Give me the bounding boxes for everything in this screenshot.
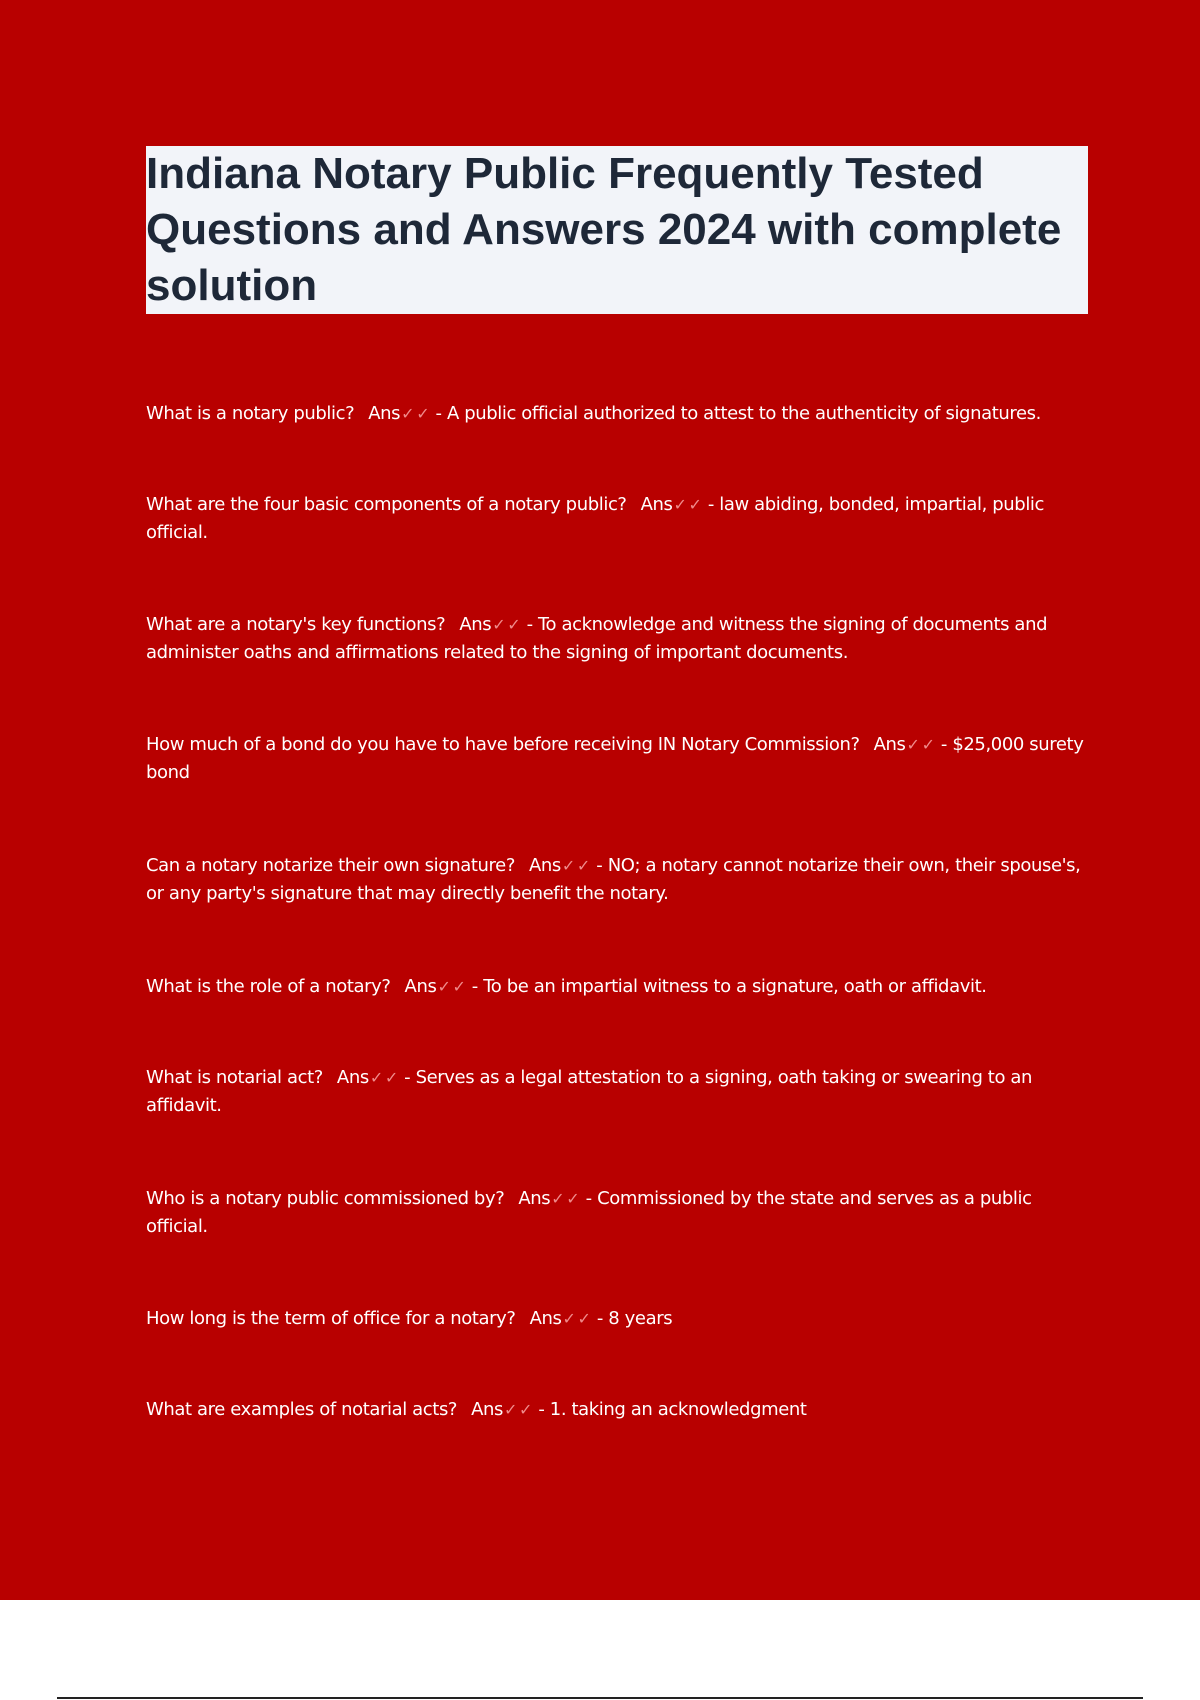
check-icon: ✓	[551, 1189, 565, 1208]
check-icon: ✓	[437, 977, 451, 996]
qa-item	[146, 731, 1096, 787]
check-icon: ✓	[507, 615, 521, 634]
answer-marker: Ans	[518, 1188, 551, 1209]
question-text: What is notarial act?	[146, 1067, 323, 1088]
question-text: How much of a bond do you have to have before receiving IN Notary Commission?	[146, 734, 860, 755]
answer-text: Commissioned by the state and serves as a public official.	[146, 1188, 1032, 1237]
answer-separator: -	[533, 1399, 550, 1420]
answer-marker: Ans	[640, 494, 673, 515]
check-icon: ✓	[519, 1400, 533, 1419]
answer-marker: Ans	[529, 1308, 562, 1329]
question-text: How long is the term of office for a notary?	[146, 1308, 516, 1329]
question-text: What are examples of notarial acts?	[146, 1399, 458, 1420]
question-text: What are a notary's key functions?	[146, 614, 446, 635]
answer-separator: -	[591, 1308, 609, 1329]
qa-item	[146, 611, 1096, 667]
answer-text: NO; a notary cannot notarize their own, their spouse's, or any party's signature that may directly benefit the notary.	[146, 855, 1081, 904]
check-icon: ✓	[369, 1068, 383, 1087]
qa-item	[146, 973, 1096, 1001]
answer-marker: Ans	[529, 855, 561, 876]
answer-text: Serves as a legal attestation to a signing, oath taking or swearing to an affidavit.	[146, 1067, 1033, 1116]
check-icon: ✓	[452, 977, 466, 996]
check-icon: ✓	[384, 1068, 398, 1087]
answer-text: A public official authorized to attest to the authenticity of signatures.	[446, 403, 1041, 424]
answer-separator: -	[580, 1188, 598, 1209]
answer-separator: -	[430, 403, 447, 424]
check-icon: ✓	[416, 404, 430, 423]
check-icon: ✓	[921, 735, 935, 754]
answer-text: law abiding, bonded, impartial, public official.	[146, 494, 1045, 543]
answer-marker: Ans	[459, 614, 492, 635]
answer-separator: -	[935, 734, 953, 755]
answer-text: 1. taking an acknowledgment	[549, 1399, 807, 1420]
answer-marker: Ans	[873, 734, 906, 755]
answer-text: 8 years	[608, 1308, 673, 1329]
check-icon: ✓	[561, 856, 575, 875]
qa-item	[146, 852, 1096, 908]
question-text: What is a notary public?	[146, 403, 355, 424]
document-title: Indiana Notary Public Frequently Tested Questions and Answers 2024 with complete solution	[146, 149, 1062, 310]
check-icon: ✓	[576, 856, 590, 875]
check-icon: ✓	[577, 1309, 591, 1328]
answer-text: $25,000 surety bond	[146, 734, 1084, 783]
answer-marker: Ans	[404, 976, 437, 997]
answer-text: To acknowledge and witness the signing of documents and administer oaths and affirmations related to the signing of important documents.	[146, 614, 1048, 663]
qa-item	[146, 1185, 1096, 1241]
check-icon: ✓	[688, 495, 702, 514]
check-icon: ✓	[503, 1400, 517, 1419]
question-text: What is the role of a notary?	[146, 976, 391, 997]
title-box	[146, 146, 1088, 314]
question-text: What are the four basic components of a notary public?	[146, 494, 627, 515]
check-icon: ✓	[566, 1189, 580, 1208]
question-text: Can a notary notarize their own signature?	[146, 855, 515, 876]
answer-separator: -	[590, 855, 608, 876]
answer-marker: Ans	[368, 403, 401, 424]
qa-item	[146, 400, 1096, 428]
check-icon: ✓	[492, 615, 506, 634]
check-icon: ✓	[562, 1309, 576, 1328]
check-icon: ✓	[401, 404, 415, 423]
qa-item	[146, 1305, 1096, 1333]
qa-item	[146, 1064, 1096, 1120]
qa-item	[146, 1396, 1096, 1424]
check-icon: ✓	[673, 495, 687, 514]
answer-separator: -	[521, 614, 538, 635]
answer-separator: -	[702, 494, 720, 515]
check-icon: ✓	[906, 735, 920, 754]
footer-divider	[57, 1697, 1143, 1699]
answer-marker: Ans	[471, 1399, 503, 1420]
answer-separator: -	[398, 1067, 416, 1088]
answer-text: To be an impartial witness to a signature, oath or affidavit.	[483, 976, 987, 997]
answer-separator: -	[466, 976, 484, 997]
question-text: Who is a notary public commissioned by?	[146, 1188, 505, 1209]
qa-item	[146, 491, 1096, 547]
answer-marker: Ans	[336, 1067, 369, 1088]
